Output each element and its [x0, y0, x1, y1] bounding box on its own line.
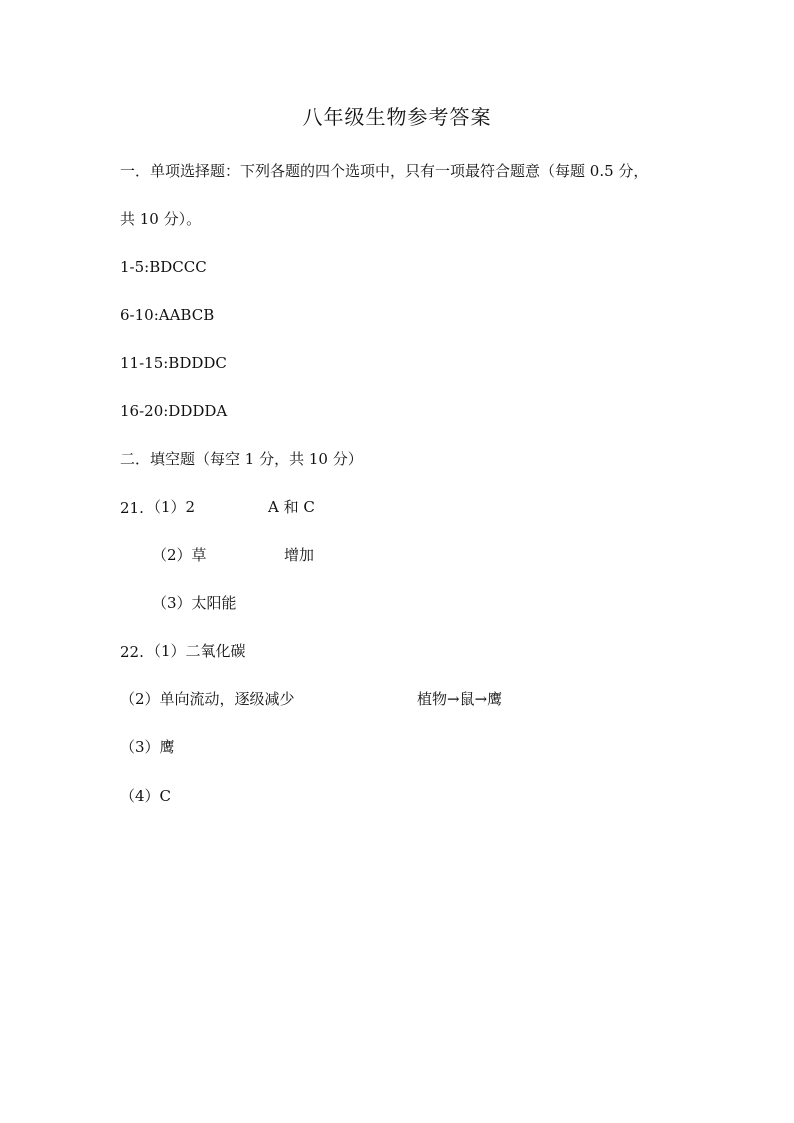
q21-part1-answer: （1）2 — [146, 498, 196, 516]
q21-part2-second-answer: 增加 — [284, 546, 315, 564]
q22-part2-food-chain: 植物→鼠→鹰 — [417, 690, 503, 708]
section1-heading-line2: 共 10 分）。 — [120, 210, 202, 228]
q21-number: 21. — [120, 499, 144, 517]
answer-row-1-5: 1-5:BDCCC — [120, 258, 207, 276]
q21-part3-answer: （3）太阳能 — [152, 594, 237, 612]
answer-row-11-15: 11-15:BDDDC — [120, 354, 227, 372]
q22-part3-answer: （3）鹰 — [120, 738, 175, 756]
answer-row-6-10: 6-10:AABCB — [120, 306, 215, 324]
section2-heading: 二．填空题（每空 1 分，共 10 分） — [120, 450, 363, 468]
section1-heading-line1: 一．单项选择题：下列各题的四个选项中，只有一项最符合题意（每题 0.5 分， — [120, 162, 649, 180]
answer-row-16-20: 16-20:DDDDA — [120, 402, 228, 420]
q22-number: 22. — [120, 643, 144, 661]
q22-part2-answer: （2）单向流动，逐级减少 — [120, 690, 295, 708]
q22-part4-answer: （4）C — [120, 787, 172, 805]
q22-part1-answer: （1）二氧化碳 — [146, 642, 246, 660]
page-title: 八年级生物参考答案 — [302, 105, 492, 129]
q21-part2-answer: （2）草 — [152, 546, 207, 564]
q21-part1-second-answer: A 和 C — [268, 498, 315, 516]
